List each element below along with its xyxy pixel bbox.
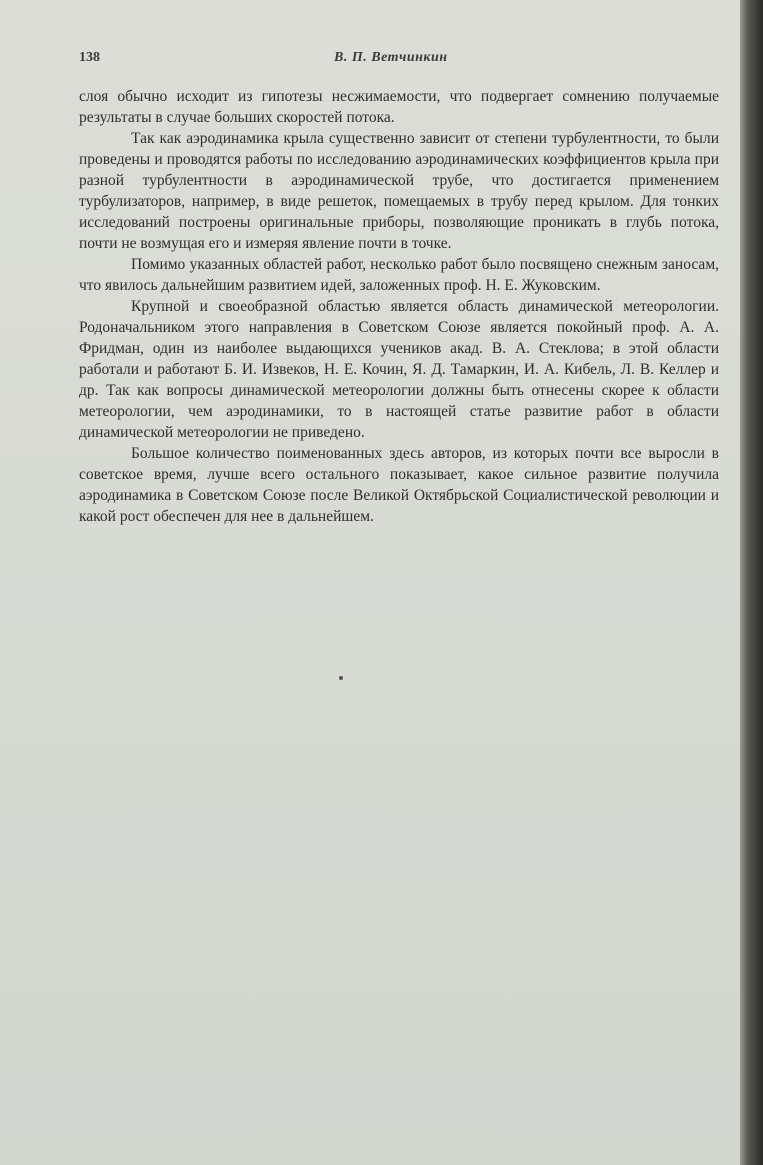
book-binding-edge bbox=[740, 0, 763, 1165]
paragraph-continuation: слоя обычно исходит из гипотезы несжимаемости, что подвергает сомнению получаемые результаты в случае больших скоростей потока. bbox=[79, 88, 719, 126]
ink-speck bbox=[339, 676, 343, 680]
running-head: В. П. Ветчинкин bbox=[334, 50, 448, 65]
paragraph-turbulence: Так как аэродинамика крыла существенно зависит от степени турбулентности, то были проведены и проводятся работы по исследованию аэродинамических коэффициентов крыла при разной турбулентности в аэродинамической трубе, что достигается применением турбулизаторов, например, в виде решеток, помещаемых в трубу перед крылом. Для тонких исследований построены оригинальные приборы, позволяющие проникать в глубь потока, почти не возмущая его и измеряя явление почти в точке. bbox=[79, 130, 719, 252]
page-number: 138 bbox=[79, 50, 100, 65]
body-text bbox=[79, 86, 719, 527]
paragraph-conclusion: Большое количество поименованных здесь авторов, из которых почти все выросли в советское время, лучше всего остального показывает, какое сильное развитие получила аэродинамика в Советском Союзе после Великой Октябрьской Социалистической революции и какой рост обеспечен для нее в дальнейшем. bbox=[79, 445, 719, 525]
page-header bbox=[79, 50, 719, 72]
paragraph-snow-drifts: Помимо указанных областей работ, несколько работ было посвящено снежным заносам, что явилось дальнейшим развитием идей, заложенных проф. Н. Е. Жуковским. bbox=[79, 256, 719, 294]
paragraph-dynamic-meteorology: Крупной и своеобразной областью является область динамической метеорологии. Родоначальником этого направления в Советском Союзе является покойный проф. А. А. Фридман, один из наиболее выдающихся учеников акад. В. А. Стеклова; в этой области работали и работают Б. И. Извеков, Н. Е. Кочин, Я. Д. Тамаркин, И. А. Кибель, Л. В. Келлер и др. Так как вопросы динамической метеорологии должны быть отнесены скорее к области метеорологии, чем аэродинамики, то в настоящей статье развитие работ в области динамической метеорологии не приведено. bbox=[79, 298, 719, 441]
